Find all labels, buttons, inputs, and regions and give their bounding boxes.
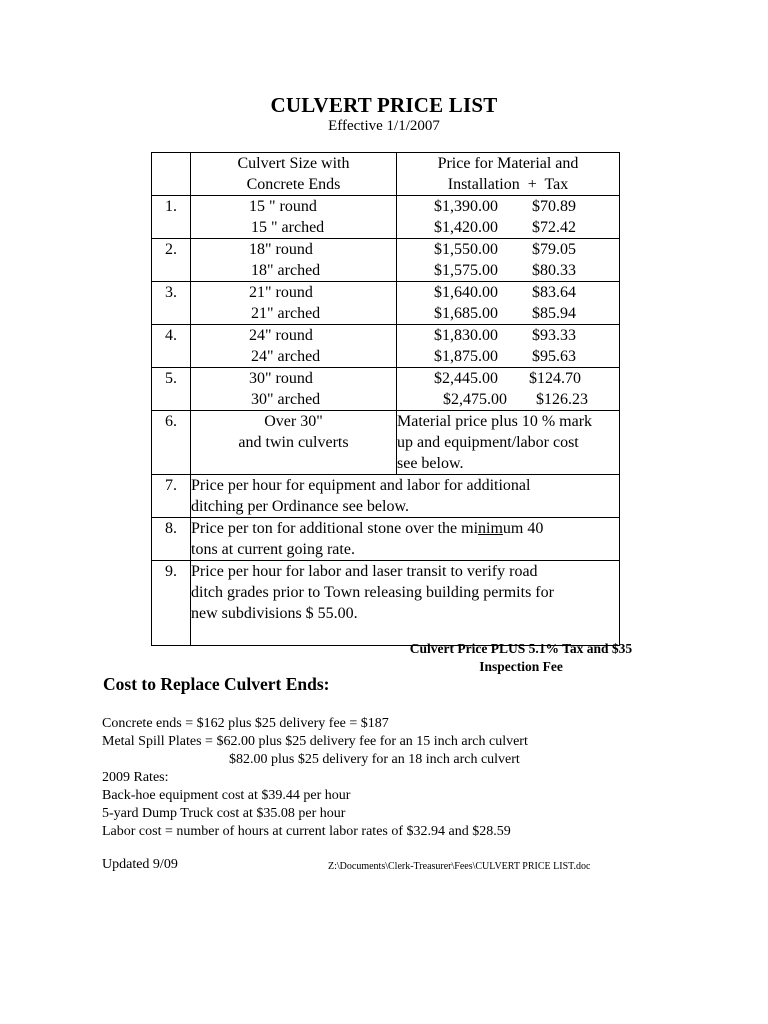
row-number: 6. [165, 413, 177, 430]
rate-line: Labor cost = number of hours at current labor rates of $32.94 and $28.59 [102, 824, 511, 839]
row-text-underlined: nim [478, 520, 503, 537]
table-row [152, 368, 620, 411]
price-description: up and equipment/labor cost [397, 434, 579, 451]
header-size-line: Culvert Size with [237, 155, 350, 172]
header-price-cell [397, 153, 620, 196]
row-number: 9. [165, 563, 177, 580]
tax-amount: $70.89 [532, 198, 576, 215]
row-number: 8. [165, 520, 177, 537]
tax-amount: $93.33 [532, 327, 576, 344]
table-row [152, 239, 620, 282]
material-price: $1,640.00 [434, 284, 498, 301]
tax-amount: $95.63 [532, 348, 576, 365]
row-number: 1. [165, 198, 177, 215]
culvert-size: and twin culverts [238, 434, 349, 451]
table-row [152, 411, 620, 475]
culvert-size: 15 " round [249, 198, 317, 215]
culvert-size: Over 30" [264, 413, 323, 430]
material-price: $1,575.00 [434, 262, 498, 279]
table-row [152, 518, 620, 561]
table-row [152, 561, 620, 646]
culvert-size: 30" round [249, 370, 313, 387]
header-price-line: Price for Material and [437, 155, 579, 172]
row-text: new subdivisions $ 55.00. [191, 605, 358, 622]
tax-fee-note [396, 640, 646, 676]
row-text [191, 518, 619, 539]
culvert-size: 24" arched [251, 348, 321, 365]
culvert-price-table [151, 152, 620, 646]
table-row [152, 196, 620, 239]
header-size-line: Concrete Ends [246, 176, 341, 193]
tax-amount: $72.42 [532, 219, 576, 236]
material-price: $1,685.00 [434, 305, 498, 322]
material-price: $1,390.00 [434, 198, 498, 215]
cost-line: Concrete ends = $162 plus $25 delivery fee = $187 [102, 716, 389, 731]
header-num-cell [152, 153, 191, 196]
row-text-part: um 40 [502, 520, 544, 537]
cost-line: Metal Spill Plates = $62.00 plus $25 delivery fee for an 15 inch arch culvert [102, 734, 528, 749]
rate-line: 5-yard Dump Truck cost at $35.08 per hour [102, 806, 346, 821]
rate-line: Back-hoe equipment cost at $39.44 per hour [102, 788, 351, 803]
tax-amount: $126.23 [536, 391, 588, 408]
page-title: CULVERT PRICE LIST [270, 93, 498, 117]
tax-amount: $79.05 [532, 241, 576, 258]
culvert-size: 21" arched [251, 305, 321, 322]
tax-amount: $83.64 [532, 284, 576, 301]
note-line: Culvert Price PLUS 5.1% Tax and $35 [409, 641, 633, 656]
effective-date: Effective 1/1/2007 [328, 118, 440, 134]
row-number: 5. [165, 370, 177, 387]
tax-amount: $124.70 [529, 370, 581, 387]
file-path: Z:\Documents\Clerk-Treasurer\Fees\CULVERT PRICE LIST.doc [328, 861, 591, 872]
row-number: 7. [165, 477, 177, 494]
table-row [152, 325, 620, 368]
culvert-size: 15 " arched [251, 219, 325, 236]
cost-details [102, 715, 528, 841]
material-price: $1,875.00 [434, 348, 498, 365]
row-text: Price per hour for equipment and labor for additional [191, 477, 531, 494]
culvert-size: 18" arched [251, 262, 321, 279]
material-price: $1,550.00 [434, 241, 498, 258]
note-line: Inspection Fee [479, 659, 563, 674]
cost-line: $82.00 plus $25 delivery for an 18 inch arch culvert [229, 752, 520, 767]
price-description: Material price plus 10 % mark [397, 413, 593, 430]
culvert-size: 18" round [249, 241, 313, 258]
table-row [152, 282, 620, 325]
material-price: $1,830.00 [434, 327, 498, 344]
row-text: tons at current going rate. [191, 541, 355, 558]
row-number: 4. [165, 327, 177, 344]
updated-date: Updated 9/09 [102, 857, 178, 872]
row-number: 3. [165, 284, 177, 301]
material-price: $1,420.00 [434, 219, 498, 236]
culvert-size: 21" round [249, 284, 313, 301]
section-heading: Cost to Replace Culvert Ends: [103, 674, 330, 694]
table-header-row [152, 153, 620, 196]
culvert-size: 24" round [249, 327, 313, 344]
row-text: Price per hour for labor and laser transit to verify road [191, 563, 538, 580]
material-price: $2,445.00 [434, 370, 498, 387]
header-size-cell [191, 153, 397, 196]
row-text: ditch grades prior to Town releasing building permits for [191, 584, 554, 601]
row-number: 2. [165, 241, 177, 258]
header-price-line: Installation + Tax [447, 176, 569, 193]
tax-amount: $80.33 [532, 262, 576, 279]
rates-heading: 2009 Rates: [102, 770, 169, 785]
tax-amount: $85.94 [532, 305, 576, 322]
row-text-part: Price per ton for additional stone over the mi [191, 520, 479, 537]
culvert-size: 30" arched [251, 391, 321, 408]
row-text: ditching per Ordinance see below. [191, 498, 409, 515]
material-price: $2,475.00 [443, 391, 507, 408]
price-description: see below. [397, 455, 464, 472]
table-row [152, 475, 620, 518]
